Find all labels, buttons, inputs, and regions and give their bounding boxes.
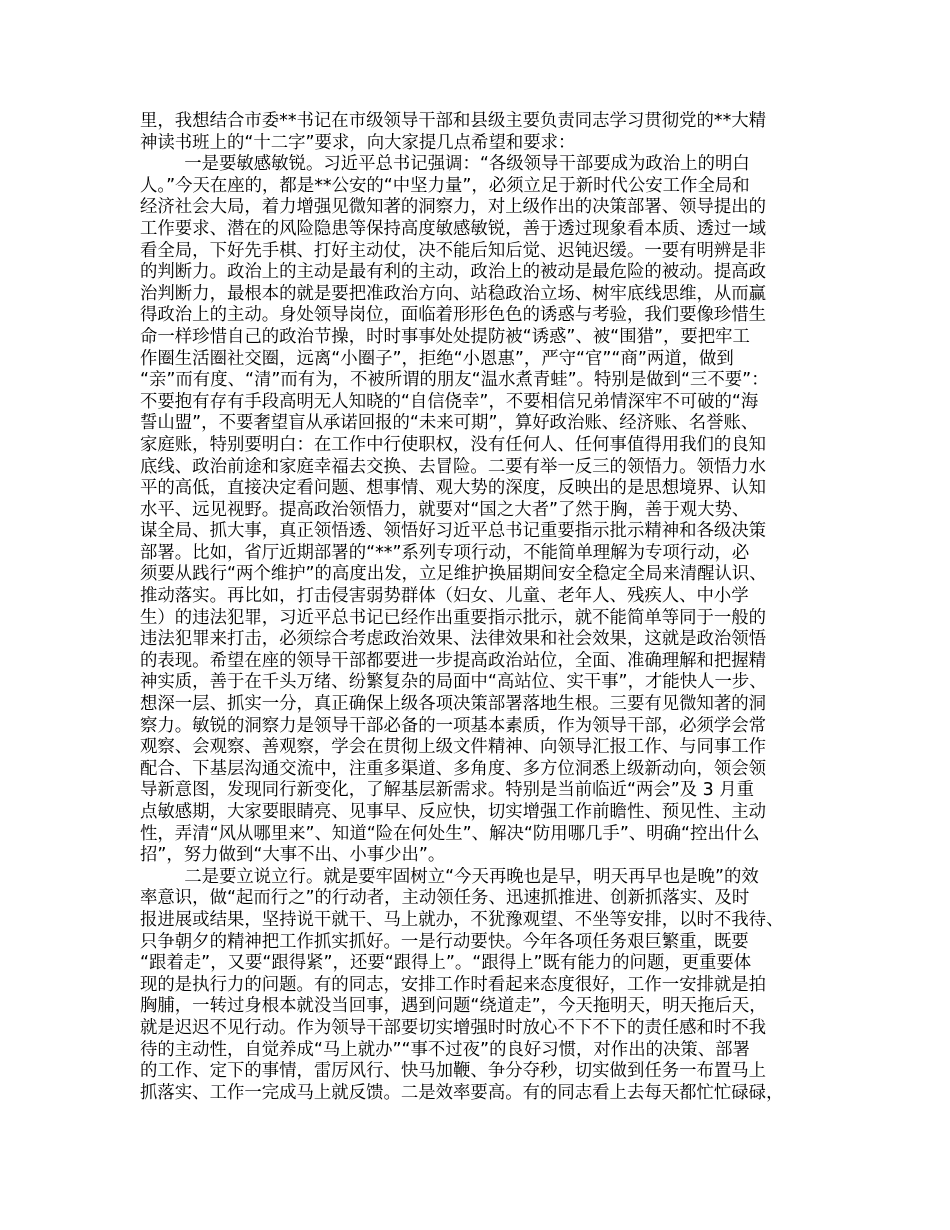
text-line: 性，弄清“风从哪里来”、知道“险在何处生”、解决“防用哪几手”、明确“控出什么: [140, 823, 760, 844]
text-line: 率意识，做“起而行之”的行动者，主动领任务、迅速抓推进、创新抓落实、及时: [140, 888, 750, 909]
text-line: 看全局，下好先手棋、打好主动仗，决不能后知后觉、迟钝迟缓。一要有明辨是非: [140, 240, 767, 261]
text-line: 须要从践行“两个维护”的高度出发，立足维护换届期间安全稳定全局来清醒认识、: [140, 564, 767, 585]
text-line: 违法犯罪来打击，必须综合考虑政治效果、法律效果和社会效果，这就是政治领悟: [140, 629, 767, 650]
text-line: 察力。敏锐的洞察力是领导干部必备的一项基本素质，作为领导干部，必须学会常: [140, 715, 767, 736]
text-line: 作圈生活圈社交圈，远离“小圈子”，拒绝“小恩惠”，严守“官”“商”两道，做到: [140, 348, 734, 369]
text-line: 谋全局、抓大事，真正领悟透、领悟好习近平总书记重要指示批示精神和各级决策: [140, 521, 767, 542]
text-line: 报进展或结果，坚持说干就干、马上就办，不犹豫观望、不坐等安排，以时不我待、: [140, 909, 784, 930]
text-line: 推动落实。再比如，打击侵害弱势群体（妇女、儿童、老年人、残疾人、中小学: [140, 586, 749, 607]
text-line: 导新意图，发现同行新变化，了解基层新需求。特别是当前临近“两会”及 3 月重: [140, 780, 755, 801]
text-line: 底线、政治前途和家庭幸福去交换、去冒险。二要有举一反三的领悟力。领悟力水: [140, 456, 767, 477]
text-line: 生）的违法犯罪，习近平总书记已经作出重要指示批示，就不能简单等同于一般的: [140, 607, 767, 628]
text-line: 二是要立说立行。就是要牢固树立“今天再晚也是早，明天再早也是晚”的效: [140, 866, 759, 887]
text-line: 部署。比如，省厅近期部署的“**”系列专项行动，不能简单理解为专项行动，必: [140, 542, 750, 563]
text-line: 工作要求、潜在的风险隐患等保持高度敏感敏锐，善于透过现象看本质、透过一域: [140, 218, 767, 239]
text-line: 一是要敏感敏锐。习近平总书记强调：“各级领导干部要成为政治上的明白: [140, 154, 750, 175]
text-line: 里，我想结合市委**书记在市级领导干部和县级主要负责同志学习贯彻党的**大精: [140, 111, 767, 131]
text-line: 胸脯，一转过身根本就没当回事，遇到问题“绕道走”，今天拖明天，明天拖后天，: [140, 996, 767, 1017]
text-line: 命一样珍惜自己的政治节操，时时事事处处提防被“诱惑”、被“围猎”，要把牢工: [140, 326, 750, 347]
text-line: 水平、远见视野。提高政治领悟力，就要对“国之大者”了然于胸，善于观大势、: [140, 499, 750, 520]
text-line: 人。”今天在座的，都是**公安的“中坚力量”，必须立足于新时代公安工作全局和: [140, 175, 750, 196]
text-line: 现的是执行力的问题。有的同志，安排工作时看起来态度很好，工作一安排就是拍: [140, 974, 767, 995]
text-line: 招”，努力做到“大事不出、小事少出”。: [140, 845, 446, 866]
text-line: 平的高低，直接决定看问题、想事情、观大势的深度，反映出的是思想境界、认知: [140, 478, 767, 499]
document-body: [140, 111, 830, 1104]
text-line: 治判断力，最根本的就是要把准政治方向、站稳政治立场、树牢底线思维，从而赢: [140, 283, 767, 304]
paragraph: [140, 154, 830, 867]
text-line: 的表现。希望在座的领导干部都要进一步提高政治站位，全面、准确理解和把握精: [140, 650, 767, 671]
paragraph: [140, 867, 830, 1105]
text-line: 就是迟迟不见行动。作为领导干部要切实增强时时放心不下不下的责任感和时不我: [140, 1017, 767, 1038]
text-line: 家庭账，特别要明白：在工作中行使职权，没有任何人、任何事值得用我们的良知: [140, 434, 767, 455]
text-line: 的工作、定下的事情，雷厉风行、快马加鞭、争分夺秒，切实做到任务一布置马上: [140, 1061, 767, 1082]
text-line: 不要抱有存有手段高明无人知晓的“自信侥幸”，不要相信兄弟情深牢不可破的“海: [140, 391, 759, 412]
text-line: 神读书班上的“十二字”要求，向大家提几点希望和要求：: [140, 132, 576, 153]
text-line: 的判断力。政治上的主动是最有利的主动，政治上的被动是最危险的被动。提高政: [140, 262, 767, 283]
text-line: 想深一层、抓实一分，真正确保上级各项决策部署落地生根。三要有见微知著的洞: [140, 694, 767, 715]
text-line: 配合、下基层沟通交流中，注重多渠道、多角度、多方位洞悉上级新动向，领会领: [140, 758, 767, 779]
text-line: 誓山盟”，不要奢望盲从承诺回报的“未来可期”，算好政治账、经济账、名誉账、: [140, 413, 759, 434]
paragraph: [140, 111, 830, 154]
text-line: 观察、会观察、善观察，学会在贯彻上级文件精神、向领导汇报工作、与同事工作: [140, 737, 767, 758]
text-line: 待的主动性，自觉养成“马上就办”“事不过夜”的良好习惯，对作出的决策、部署: [140, 1039, 750, 1060]
text-line: 点敏感期，大家要眼睛亮、见事早、反应快，切实增强工作前瞻性、预见性、主动: [140, 802, 767, 822]
text-line: 得政治上的主动。身处领导岗位，面临着形形色色的诱惑与考验，我们要像珍惜生: [140, 305, 767, 326]
text-line: 只争朝夕的精神把工作抓实抓好。一是行动要快。今年各项任务艰巨繁重，既要: [140, 931, 749, 952]
text-line: “亲”而有度、“清”而有为，不被所谓的朋友“温水煮青蛙”。特别是做到“三不要”：: [140, 370, 769, 391]
text-line: “跟着走”，又要“跟得紧”，还要“跟得上”。“跟得上”既有能力的问题，更重要体: [140, 953, 752, 974]
text-line: 经济社会大局，着力增强见微知著的洞察力，对上级作出的决策部署、领导提出的: [140, 197, 767, 218]
text-line: 抓落实、工作一完成马上就反馈。二是效率要高。有的同志看上去每天都忙忙碌碌，: [140, 1082, 784, 1103]
text-line: 神实质，善于在千头万绪、纷繁复杂的局面中“高站位、实干事”，才能快人一步、: [140, 672, 767, 693]
